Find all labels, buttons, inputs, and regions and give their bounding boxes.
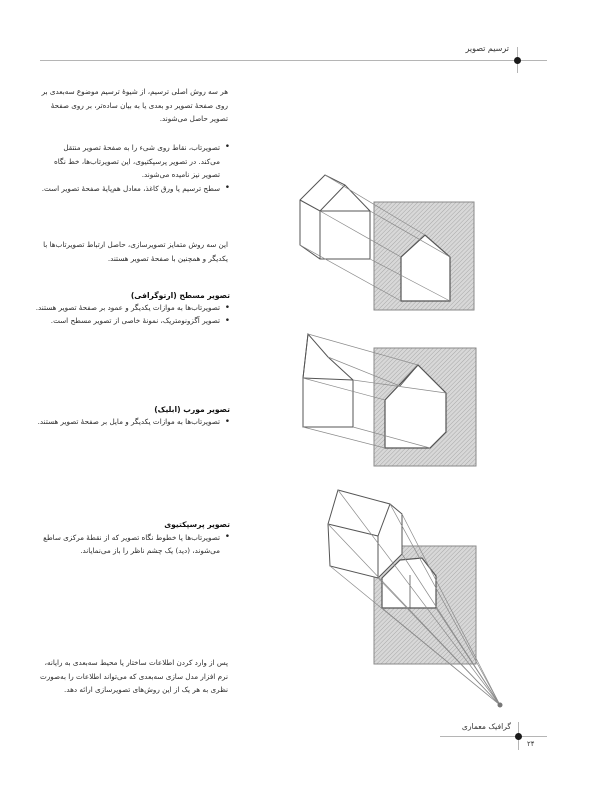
section-heading: تصویر مسطح (ارتوگرافی) (130, 291, 230, 300)
perspective-drawing (310, 480, 510, 720)
orthographic-drawing (290, 160, 490, 320)
running-title: ترسیم تصویر (465, 44, 509, 53)
footer-rule (440, 736, 547, 737)
section-orthographic (30, 290, 230, 327)
section-bullet-list (40, 531, 230, 557)
intro-paragraph: هر سه روش اصلی ترسیم، از شیوهٔ ترسیم موضوع سه‌بعدی بر روی صفحهٔ تصویر دو بعدی یا به بیان ساده‌تر، بر روی صفحهٔ تصویر حاصل می‌شوند. (41, 87, 228, 123)
footer-marker-dot (515, 733, 522, 740)
closing-paragraph: پس از وارد کردن اطلاعات ساختار یا محیط سه‌بعدی به رایانه، نرم افزار مدل سازی سه‌بعدی که می‌تواند اطلاعات را به‌صورت نظری به هر یک از این روش‌های تصویرسازی ارائه دهد. (40, 658, 228, 694)
intro-bullet: • تصویرتاب، نقاط روی شیء را به صفحهٔ تصویر منتقل می‌کند. در تصویر پرسپکتیوی، این تصویرتاب‌ها، خط نگاه تصویر نیز نامیده می‌شوند. (40, 141, 230, 182)
station-point-icon (498, 703, 503, 708)
section-bullet-list (30, 416, 230, 429)
summary-paragraph: این سه روش متمایز تصویرسازی، حاصل ارتباط تصویرتاب‌ها با یکدیگر و همچنین با صفحهٔ تصویر هستند. (43, 240, 228, 263)
section-perspective (40, 519, 230, 557)
section-heading: تصویر مورب (ابلیک) (154, 405, 230, 414)
section-bullet: • تصویرتاب‌ها به موازات یکدیگر و عمود بر صفحهٔ تصویر هستند. (30, 302, 230, 315)
section-bullet: • تصویرتاب‌ها به موازات یکدیگر و مایل بر صفحهٔ تصویر هستند. (30, 416, 230, 429)
section-heading: تصویر پرسپکتیوی (164, 520, 230, 529)
section-oblique (30, 404, 230, 429)
header-marker-dot (514, 57, 521, 64)
section-bullet-list (30, 302, 230, 327)
intro-bullet: • سطح ترسیم یا ورق کاغذ، معادل هم‌پایهٔ صفحهٔ تصویر است. (40, 182, 230, 196)
orthographic-projection-figure (290, 160, 490, 320)
header-rule (40, 60, 547, 61)
book-title: گرافیک معماری (461, 722, 511, 731)
perspective-projection-figure (310, 480, 510, 720)
section-bullet: • تصویر آگزونومتریک، نمونهٔ خاصی از تصویر مسطح است. (30, 315, 230, 328)
oblique-drawing (300, 320, 490, 470)
section-bullet: • تصویرتاب‌ها یا خطوط نگاه تصویر که از نقطهٔ مرکزی ساطع می‌شوند، (دید) یک چشم ناظر را باز می‌نمایاند. (40, 531, 230, 557)
intro-bullet-list (40, 141, 230, 195)
page-number: ۲۴ (527, 740, 535, 748)
oblique-projection-figure (300, 320, 490, 470)
